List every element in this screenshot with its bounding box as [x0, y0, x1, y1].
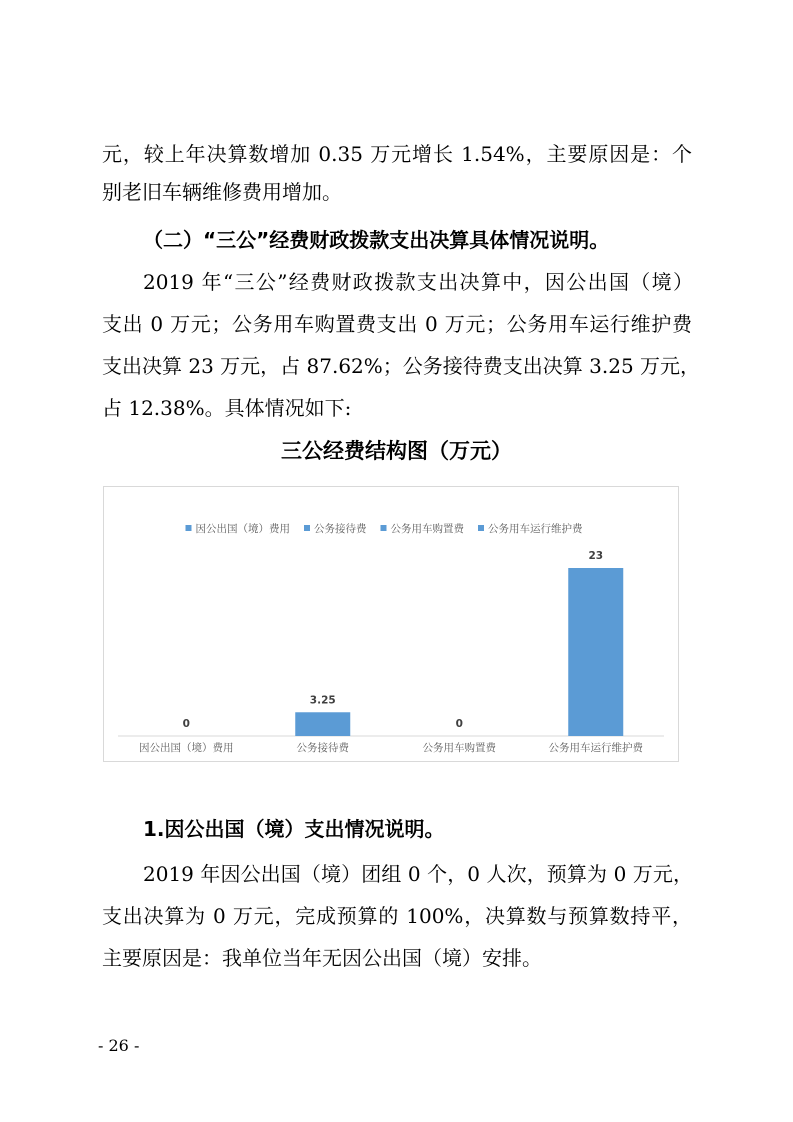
category-label: 公务用车运行维护费 — [548, 742, 643, 754]
paragraph-line: 支出 0 万元；公务用车购置费支出 0 万元；公务用车运行维护费 — [102, 312, 692, 336]
paragraph-line: 元，较上年决算数增加 0.35 万元增长 1.54%，主要原因是：个 — [102, 142, 692, 166]
category-label: 因公出国（境）费用 — [139, 742, 234, 754]
legend-swatch — [304, 525, 310, 531]
paragraph-line: 支出决算 23 万元，占 87.62%；公务接待费支出决算 3.25 万元， — [102, 354, 701, 378]
chart-title: 三公经费结构图（万元） — [281, 439, 512, 463]
paragraph-line: 支出决算为 0 万元，完成预算的 100%，决算数与预算数持平， — [102, 904, 692, 928]
legend-label: 公务接待费 — [314, 523, 367, 535]
legend-label: 公务用车运行维护费 — [488, 523, 583, 535]
data-label: 0 — [455, 718, 463, 730]
data-label: 3.25 — [309, 694, 336, 707]
paragraph-line: 主要原因是：我单位当年无因公出国（境）安排。 — [102, 946, 542, 970]
legend-swatch — [186, 525, 192, 531]
paragraph-line: 2019 年因公出国（境）团组 0 个，0 人次，预算为 0 万元， — [143, 862, 693, 886]
sub-heading: 1.因公出国（境）支出情况说明。 — [143, 817, 445, 841]
data-label: 0 — [182, 718, 190, 730]
legend-label: 因公出国（境）费用 — [195, 523, 290, 535]
bar-chart — [103, 486, 679, 762]
legend-swatch — [478, 525, 484, 531]
bar — [568, 568, 623, 736]
legend-label: 公务用车购置费 — [390, 523, 464, 535]
paragraph-line: 别老旧车辆维修费用增加。 — [102, 180, 342, 204]
paragraph-line: 2019 年“三公”经费财政拨款支出决算中，因公出国（境） — [143, 270, 693, 294]
chart-svg — [104, 487, 678, 761]
section-heading: （二）“三公”经费财政拨款支出决算具体情况说明。 — [143, 228, 610, 252]
category-label: 公务接待费 — [296, 742, 349, 754]
bar — [295, 712, 350, 736]
page-number: - 26 - — [98, 1036, 140, 1055]
legend-swatch — [381, 525, 387, 531]
category-label: 公务用车购置费 — [422, 742, 496, 754]
data-label: 23 — [588, 550, 604, 562]
paragraph-line: 占 12.38%。具体情况如下: — [102, 396, 352, 420]
